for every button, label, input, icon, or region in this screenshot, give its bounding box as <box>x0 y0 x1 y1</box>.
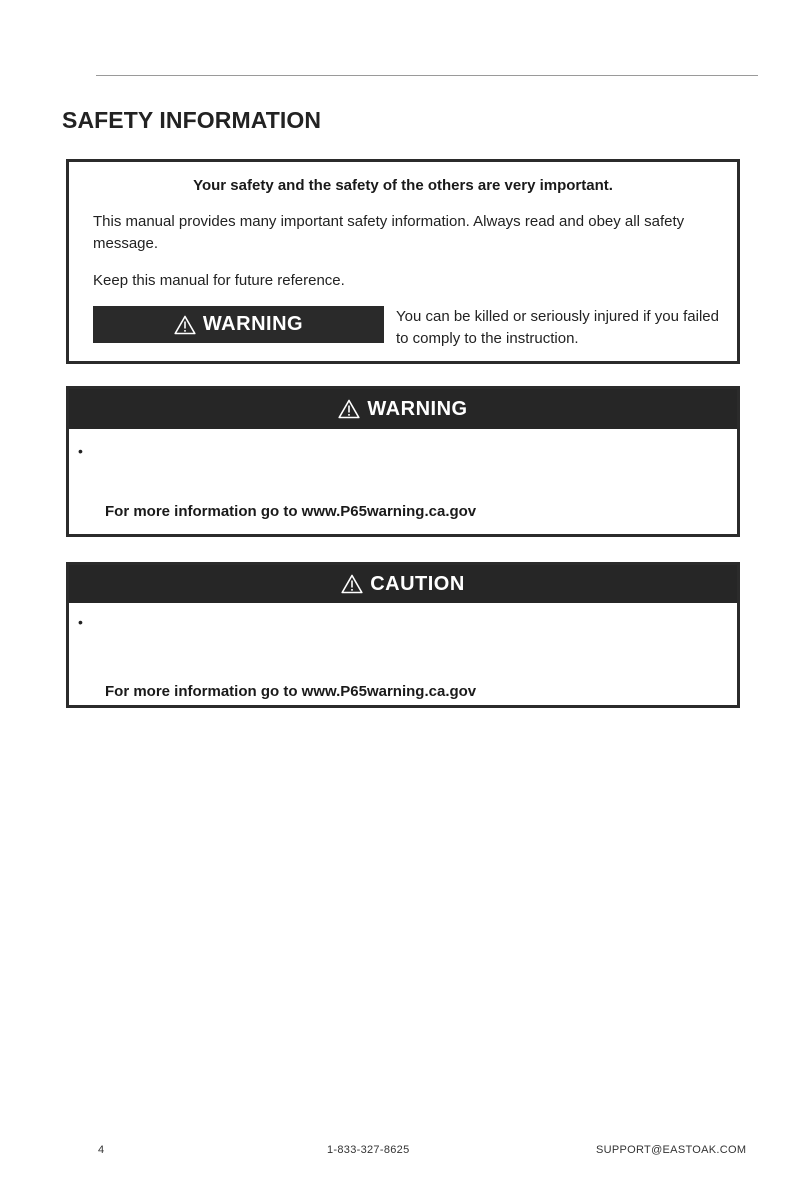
caution-notice-box <box>66 562 740 708</box>
warning-description: You can be killed or seriously injured if you failed to comply to the instruction. <box>396 308 719 347</box>
bullet-point: • <box>78 443 83 459</box>
page-number: 4 <box>98 1144 105 1156</box>
caution-notice-header <box>69 565 737 603</box>
intro-paragraph: This manual provides many important safety information. Always read and obey all safety message. <box>93 213 685 252</box>
keep-manual-note: Keep this manual for future reference. <box>93 272 345 289</box>
safety-intro-box <box>66 159 740 364</box>
p65-info-line: For more information go to www.P65warning.ca.gov <box>105 683 477 700</box>
bullet-point: • <box>78 614 83 630</box>
warning-triangle-icon <box>341 574 363 594</box>
warning-notice-label: WARNING <box>367 397 468 420</box>
support-phone: 1-833-327-8625 <box>327 1144 410 1156</box>
page-title: SAFETY INFORMATION <box>62 107 322 133</box>
warning-badge <box>93 306 384 343</box>
intro-heading: Your safety and the safety of the others are very important. <box>193 177 613 194</box>
warning-badge-label: WARNING <box>202 313 304 335</box>
warning-notice-box <box>66 386 740 537</box>
warning-notice-header <box>69 389 737 429</box>
support-email: SUPPORT@EASTOAK.COM <box>596 1144 747 1156</box>
warning-triangle-icon <box>338 399 360 419</box>
caution-notice-label: CAUTION <box>370 572 465 595</box>
warning-triangle-icon <box>174 315 196 335</box>
p65-info-line: For more information go to www.P65warning.ca.gov <box>105 503 477 520</box>
top-divider <box>96 75 758 76</box>
